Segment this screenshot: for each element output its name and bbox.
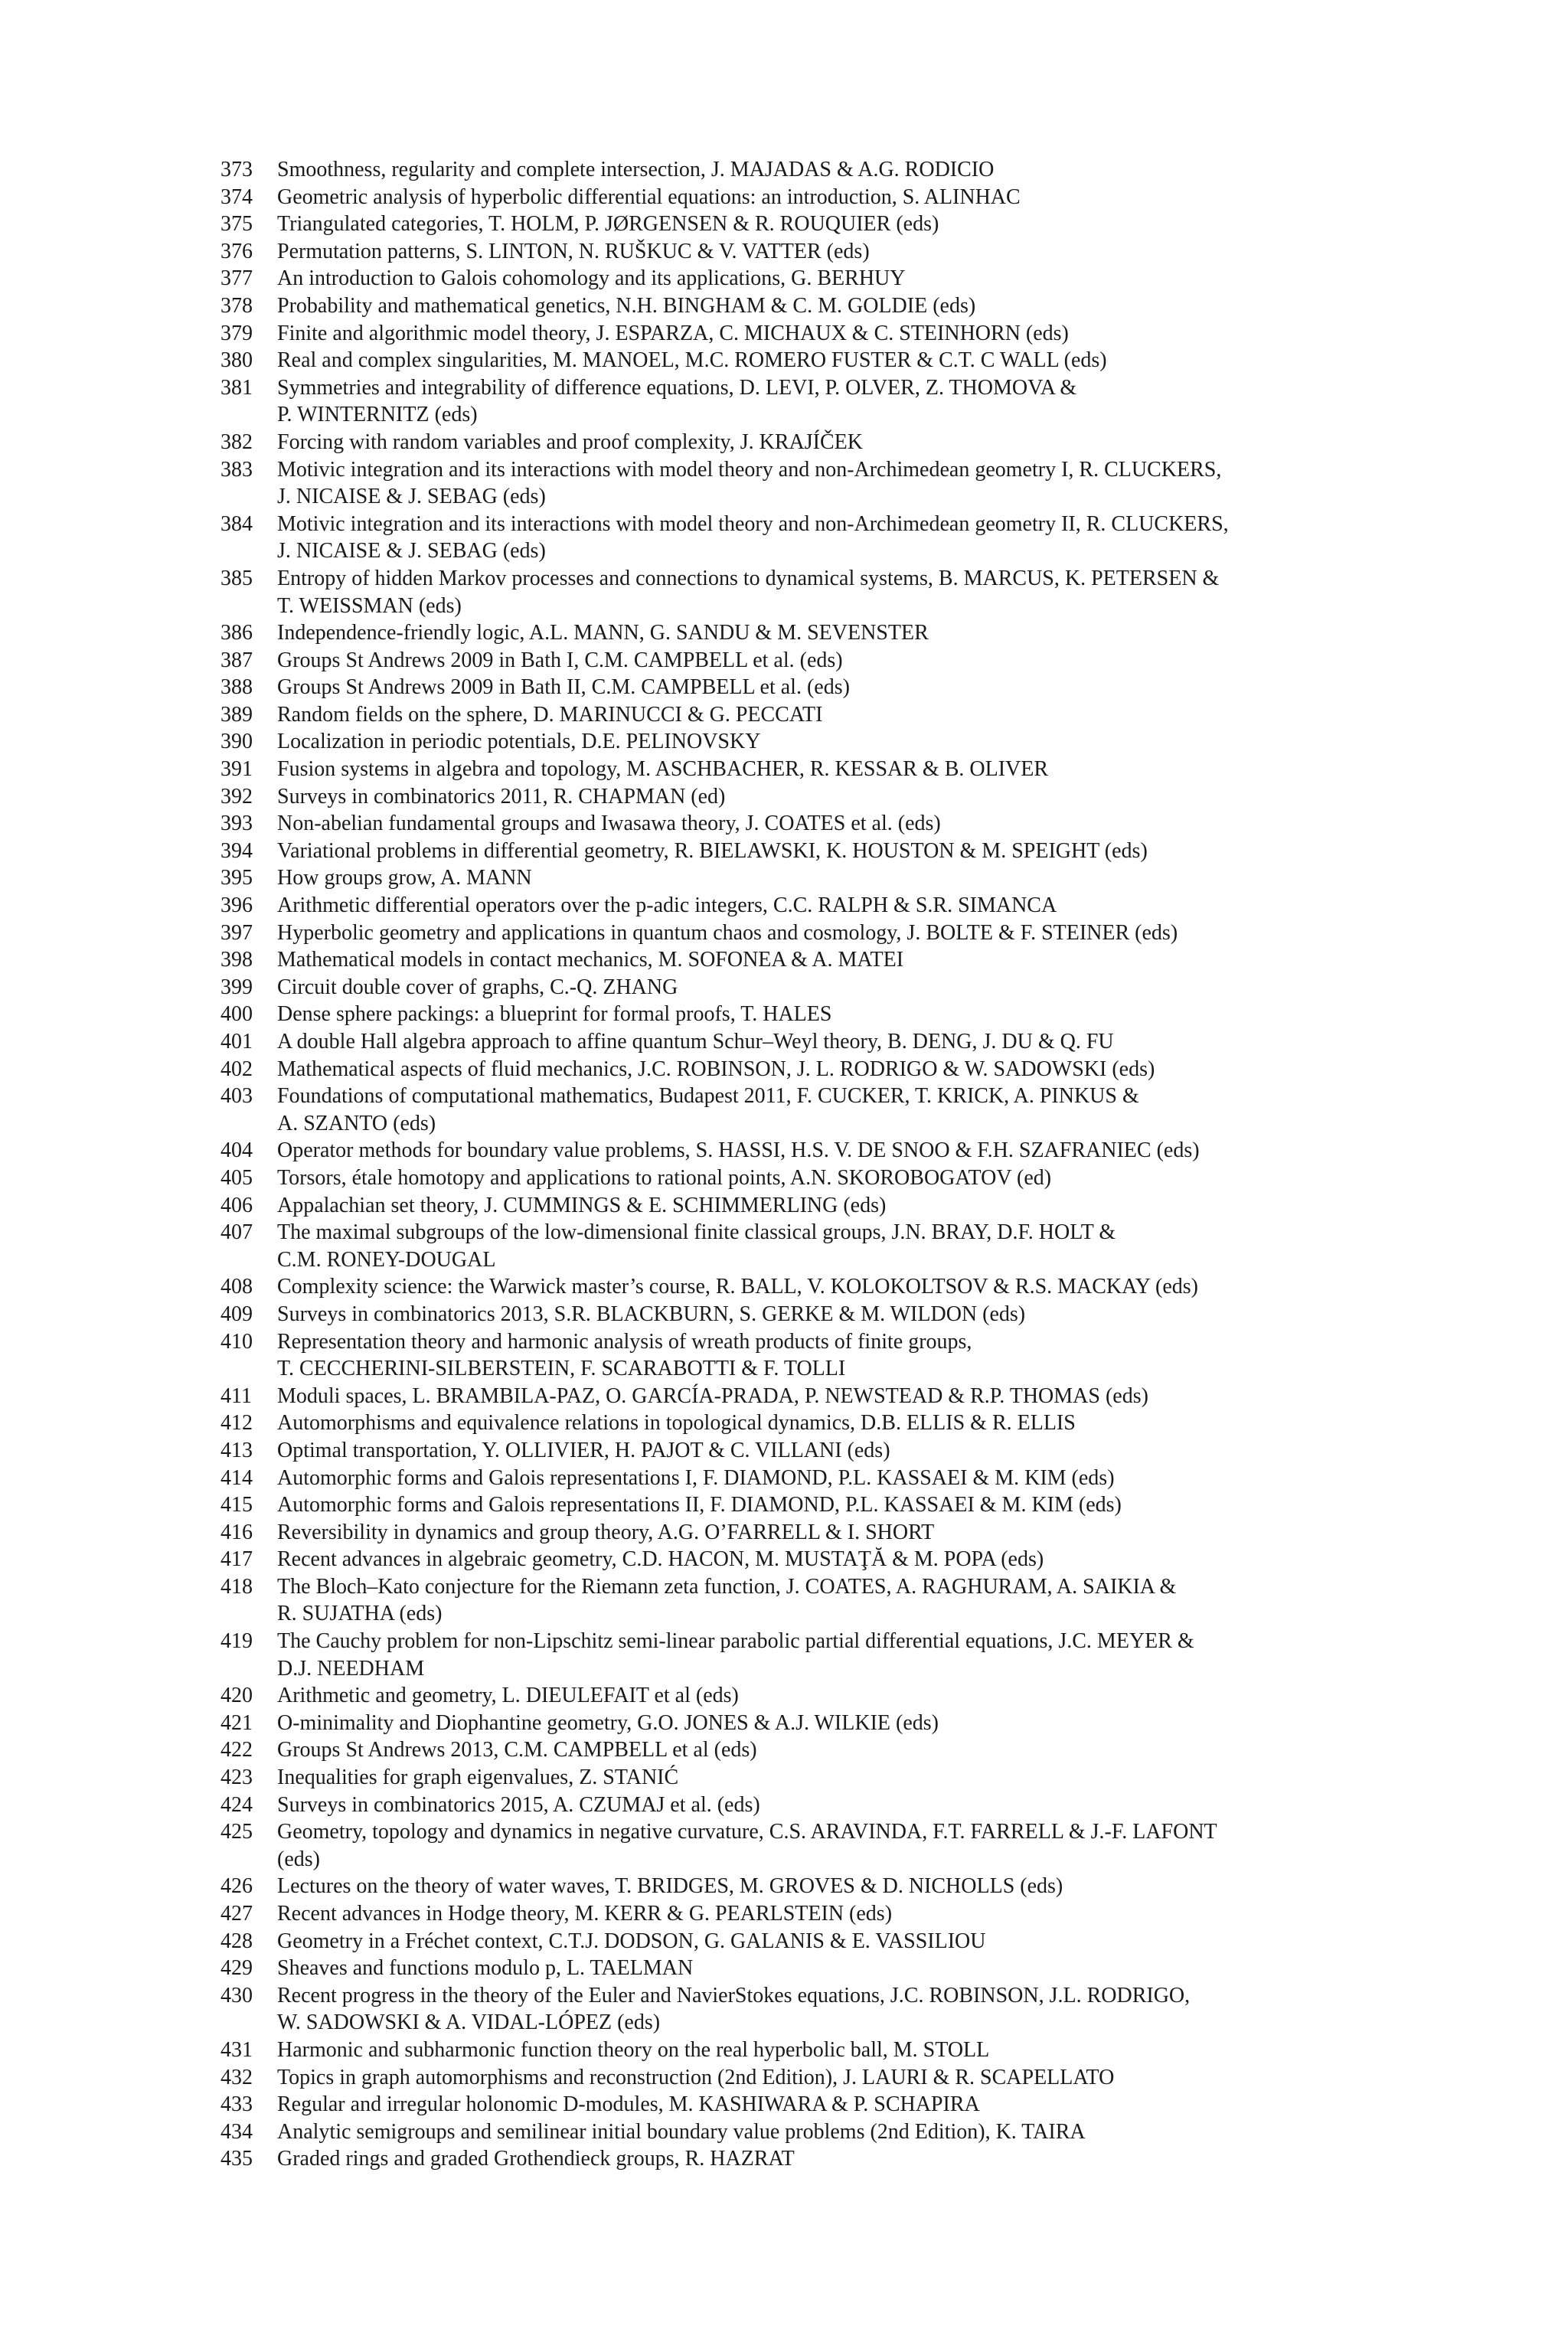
volume-title-and-authors — [277, 1137, 1354, 1165]
volume-title-and-authors — [277, 1764, 1354, 1792]
entry-text-line: R. SUJATHA (eds) — [277, 1602, 443, 1626]
entry-text-line: Geometry, topology and dynamics in negative curvature, C.S. ARAVINDA, F.T. FARRELL & J.-F. LAFONT — [277, 1820, 1217, 1844]
list-item — [220, 1219, 1354, 1273]
volume-title-and-authors — [277, 1219, 1354, 1273]
list-item — [220, 619, 1354, 647]
volume-title-and-authors — [277, 701, 1354, 729]
volume-title-and-authors — [277, 838, 1354, 865]
volume-number: 435 — [220, 2147, 253, 2171]
entry-text-line: Variational problems in differential geometry, R. BIELAWSKI, K. HOUSTON & M. SPEIGHT (eds) — [277, 838, 1148, 863]
volume-number: 401 — [220, 1030, 253, 1054]
volume-title-and-authors — [277, 1736, 1354, 1764]
entry-text-line: Lectures on the theory of water waves, T. BRIDGES, M. GROVES & D. NICHOLLS (eds) — [277, 1874, 1063, 1899]
list-item — [220, 565, 1354, 619]
list-item — [220, 838, 1354, 865]
entry-text-line: Fusion systems in algebra and topology, M. ASCHBACHER, R. KESSAR & B. OLIVER — [277, 757, 1049, 782]
volume-title-and-authors — [277, 892, 1354, 920]
volume-number: 415 — [220, 1493, 253, 1517]
entry-text-line: Probability and mathematical genetics, N.H. BINGHAM & C. M. GOLDIE (eds) — [277, 293, 976, 318]
volume-title-and-authors — [277, 2037, 1354, 2064]
volume-number: 434 — [220, 2119, 253, 2144]
entry-text-line: Mathematical models in contact mechanics, M. SOFONEA & A. MATEI — [277, 948, 904, 972]
volume-number: 403 — [220, 1084, 253, 1109]
list-item — [220, 2118, 1354, 2146]
volume-title-and-authors — [277, 565, 1354, 619]
entry-text-line: Recent advances in algebraic geometry, C.D. HACON, M. MUSTAŢĂ & M. POPA (eds) — [277, 1547, 1044, 1572]
list-item — [220, 1273, 1354, 1301]
entry-text-line: Recent advances in Hodge theory, M. KERR & G. PEARLSTEIN (eds) — [277, 1902, 893, 1926]
entry-text-line: Representation theory and harmonic analysis of wreath products of finite groups, — [277, 1329, 972, 1354]
list-item — [220, 1437, 1354, 1465]
entry-text-line: Surveys in combinatorics 2011, R. CHAPMAN (ed) — [277, 784, 726, 808]
volume-number: 407 — [220, 1220, 253, 1245]
list-item — [220, 1301, 1354, 1328]
list-item — [220, 1491, 1354, 1519]
volume-title-and-authors — [277, 1083, 1354, 1137]
entry-text-line: Topics in graph automorphisms and reconstruction (2nd Edition), J. LAURI & R. SCAPELLATO — [277, 2065, 1115, 2089]
entry-text-line: Operator methods for boundary value problems, S. HASSI, H.S. V. DE SNOO & F.H. SZAFRANIEC (eds) — [277, 1138, 1200, 1163]
volume-title-and-authors — [277, 864, 1354, 892]
volume-number: 396 — [220, 893, 253, 918]
entry-text-line: Dense sphere packings: a blueprint for formal proofs, T. HALES — [277, 1002, 832, 1027]
volume-number: 428 — [220, 1929, 253, 1953]
volume-title-and-authors — [277, 1383, 1354, 1410]
list-item — [220, 1573, 1354, 1628]
list-item — [220, 2037, 1354, 2064]
entry-text-line: Permutation patterns, S. LINTON, N. RUŠKUC & V. VATTER (eds) — [277, 239, 870, 263]
volume-number: 423 — [220, 1766, 253, 1790]
volume-number: 377 — [220, 266, 253, 291]
entry-text-line: A. SZANTO (eds) — [277, 1111, 436, 1135]
volume-title-and-authors — [277, 265, 1354, 292]
list-item — [220, 1465, 1354, 1492]
entry-text-line: The Bloch–Kato conjecture for the Riemann zeta function, J. COATES, A. RAGHURAM, A. SAIKIA & — [277, 1574, 1177, 1599]
list-item — [220, 1736, 1354, 1764]
volume-number: 387 — [220, 648, 253, 672]
entry-text-line: Appalachian set theory, J. CUMMINGS & E. SCHIMMERLING (eds) — [277, 1193, 887, 1217]
list-item — [220, 456, 1354, 511]
volume-title-and-authors — [277, 156, 1354, 184]
entry-text-line: Surveys in combinatorics 2015, A. CZUMAJ et al. (eds) — [277, 1792, 760, 1817]
volume-title-and-authors — [277, 1410, 1354, 1437]
volume-title-and-authors — [277, 1491, 1354, 1519]
entry-text-line: An introduction to Galois cohomology and its applications, G. BERHUY — [277, 266, 906, 291]
entry-text-line: C.M. RONEY-DOUGAL — [277, 1247, 496, 1272]
volume-number: 374 — [220, 185, 253, 209]
list-item — [220, 1982, 1354, 2037]
list-item — [220, 1056, 1354, 1083]
volume-number: 386 — [220, 621, 253, 645]
volume-title-and-authors — [277, 347, 1354, 374]
entry-text-line: Automorphisms and equivalence relations in topological dynamics, D.B. ELLIS & R. ELLIS — [277, 1411, 1076, 1436]
volume-number: 413 — [220, 1438, 253, 1462]
list-item — [220, 1764, 1354, 1792]
entry-text-line: A double Hall algebra approach to affine quantum Schur–Weyl theory, B. DENG, J. DU & Q. FU — [277, 1030, 1114, 1054]
list-item — [220, 756, 1354, 783]
entry-text-line: J. NICAISE & J. SEBAG (eds) — [277, 539, 546, 564]
entry-text-line: Symmetries and integrability of difference equations, D. LEVI, P. OLVER, Z. THOMOVA & — [277, 375, 1077, 400]
volume-number: 392 — [220, 784, 253, 808]
entry-text-line: Motivic integration and its interactions with model theory and non-Archimedean geometry I, R. CLUCKERS, — [277, 457, 1222, 482]
volume-number: 421 — [220, 1710, 253, 1735]
volume-number: 431 — [220, 2037, 253, 2062]
list-item — [220, 920, 1354, 947]
list-item — [220, 429, 1354, 456]
volume-title-and-authors — [277, 974, 1354, 1001]
volume-number: 425 — [220, 1820, 253, 1844]
volume-number: 373 — [220, 158, 253, 181]
entry-text-line: D.J. NEEDHAM — [277, 1656, 425, 1681]
volume-title-and-authors — [277, 1192, 1354, 1220]
volume-number: 412 — [220, 1411, 253, 1436]
entry-text-line: Localization in periodic potentials, D.E. PELINOVSKY — [277, 730, 761, 754]
volume-title-and-authors — [277, 674, 1354, 701]
list-item — [220, 1192, 1354, 1220]
volume-number: 411 — [220, 1383, 252, 1408]
volume-title-and-authors — [277, 920, 1354, 947]
volume-title-and-authors — [277, 728, 1354, 756]
list-item — [220, 1928, 1354, 1955]
volume-number: 432 — [220, 2065, 253, 2089]
volume-number: 378 — [220, 293, 253, 318]
volume-number: 410 — [220, 1329, 253, 1354]
volume-number: 379 — [220, 321, 253, 345]
volume-number: 419 — [220, 1629, 253, 1654]
entry-text-line: Smoothness, regularity and complete intersection, J. MAJADAS & A.G. RODICIO — [277, 158, 995, 181]
volume-title-and-authors — [277, 211, 1354, 238]
entry-text-line: Forcing with random variables and proof complexity, J. KRAJÍČEK — [277, 430, 863, 454]
entry-text-line: Finite and algorithmic model theory, J. ESPARZA, C. MICHAUX & C. STEINHORN (eds) — [277, 321, 1069, 345]
entry-text-line: Groups St Andrews 2009 in Bath I, C.M. CAMPBELL et al. (eds) — [277, 648, 843, 672]
entry-text-line: The Cauchy problem for non-Lipschitz semi-linear parabolic partial differential equations, J.C. MEYER & — [277, 1629, 1194, 1654]
volume-number: 400 — [220, 1002, 253, 1027]
volume-number: 399 — [220, 975, 253, 999]
list-item — [220, 674, 1354, 701]
list-item — [220, 1165, 1354, 1192]
volume-number: 418 — [220, 1574, 253, 1599]
volume-number: 391 — [220, 757, 253, 782]
entry-text-line: Torsors, étale homotopy and applications to rational points, A.N. SKOROBOGATOV (ed) — [277, 1165, 1052, 1190]
entry-text-line: T. CECCHERINI-SILBERSTEIN, F. SCARABOTTI & F. TOLLI — [277, 1357, 846, 1381]
list-item — [220, 347, 1354, 374]
volume-number: 404 — [220, 1138, 253, 1163]
volume-title-and-authors — [277, 1792, 1354, 1819]
volume-number: 422 — [220, 1738, 253, 1762]
list-item — [220, 974, 1354, 1001]
entry-text-line: Analytic semigroups and semilinear initial boundary value problems (2nd Edition), K. TAIRA — [277, 2119, 1086, 2144]
volume-number: 375 — [220, 212, 253, 237]
volume-number: 381 — [220, 375, 253, 400]
entry-text-line: Automorphic forms and Galois representations II, F. DIAMOND, P.L. KASSAEI & M. KIM (eds) — [277, 1493, 1122, 1517]
volume-title-and-authors — [277, 1900, 1354, 1928]
volume-title-and-authors — [277, 320, 1354, 348]
entry-text-line: Automorphic forms and Galois representations I, F. DIAMOND, P.L. KASSAEI & M. KIM (eds) — [277, 1465, 1115, 1490]
entry-text-line: Sheaves and functions modulo p, L. TAELMAN — [277, 1956, 694, 1981]
entry-text-line: Geometry in a Fréchet context, C.T.J. DODSON, G. GALANIS & E. VASSILIOU — [277, 1929, 986, 1953]
list-item — [220, 1137, 1354, 1165]
volume-title-and-authors — [277, 456, 1354, 511]
entry-text-line: P. WINTERNITZ (eds) — [277, 403, 478, 427]
entry-text-line: Real and complex singularities, M. MANOEL, M.C. ROMERO FUSTER & C.T. C WALL (eds) — [277, 348, 1107, 373]
volume-title-and-authors — [277, 2118, 1354, 2146]
entry-text-line: T. WEISSMAN (eds) — [277, 593, 462, 618]
volume-title-and-authors — [277, 511, 1354, 565]
entry-text-line: (eds) — [277, 1847, 320, 1871]
volume-title-and-authors — [277, 184, 1354, 211]
volume-number: 385 — [220, 566, 253, 590]
volume-title-and-authors — [277, 810, 1354, 838]
entry-text-line: Harmonic and subharmonic function theory on the real hyperbolic ball, M. STOLL — [277, 2037, 990, 2062]
entry-text-line: Triangulated categories, T. HOLM, P. JØRGENSEN & R. ROUQUIER (eds) — [277, 212, 939, 237]
list-item — [220, 1383, 1354, 1410]
volume-number: 427 — [220, 1902, 253, 1926]
entry-text-line: Mathematical aspects of fluid mechanics, J.C. ROBINSON, J. L. RODRIGO & W. SADOWSKI (eds) — [277, 1057, 1155, 1081]
volume-title-and-authors — [277, 1628, 1354, 1682]
entry-text-line: Circuit double cover of graphs, C.-Q. ZHANG — [277, 975, 678, 999]
entry-text-line: Hyperbolic geometry and applications in quantum chaos and cosmology, J. BOLTE & F. STEINER (eds) — [277, 920, 1178, 945]
volume-title-and-authors — [277, 429, 1354, 456]
entry-text-line: Random fields on the sphere, D. MARINUCCI & G. PECCATI — [277, 702, 823, 727]
volume-number: 376 — [220, 239, 253, 263]
list-item — [220, 1519, 1354, 1547]
entry-text-line: Recent progress in the theory of the Euler and NavierStokes equations, J.C. ROBINSON, J.L. RODRIGO, — [277, 1983, 1191, 2007]
list-item — [220, 701, 1354, 729]
entry-text-line: Groups St Andrews 2013, C.M. CAMPBELL et al (eds) — [277, 1738, 757, 1762]
entry-text-line: Graded rings and graded Grothendieck groups, R. HAZRAT — [277, 2147, 795, 2171]
list-item — [220, 647, 1354, 675]
list-item — [220, 1546, 1354, 1573]
list-item — [220, 2064, 1354, 2092]
entry-text-line: Arithmetic differential operators over the p-adic integers, C.C. RALPH & S.R. SIMANCA — [277, 893, 1057, 918]
volume-number: 406 — [220, 1193, 253, 1217]
volume-number: 380 — [220, 348, 253, 373]
entry-text-line: Motivic integration and its interactions with model theory and non-Archimedean geometry II, R. CLUCKERS, — [277, 511, 1229, 536]
volume-number: 390 — [220, 730, 253, 754]
entry-text-line: Foundations of computational mathematics, Budapest 2011, F. CUCKER, T. KRICK, A. PINKUS & — [277, 1084, 1139, 1109]
volume-number: 433 — [220, 2092, 253, 2117]
list-item — [220, 892, 1354, 920]
volume-title-and-authors — [277, 2091, 1354, 2118]
volume-title-and-authors — [277, 1873, 1354, 1900]
entry-text-line: Groups St Andrews 2009 in Bath II, C.M. CAMPBELL et al. (eds) — [277, 675, 850, 700]
volume-title-and-authors — [277, 2145, 1354, 2173]
volume-number: 393 — [220, 812, 253, 836]
volume-title-and-authors — [277, 1546, 1354, 1573]
entry-text-line: Surveys in combinatorics 2013, S.R. BLACKBURN, S. GERKE & M. WILDON (eds) — [277, 1302, 1026, 1326]
entry-text-line: How groups grow, A. MANN — [277, 866, 532, 890]
volume-title-and-authors — [277, 1437, 1354, 1465]
volume-number: 409 — [220, 1302, 253, 1326]
entry-text-line: W. SADOWSKI & A. VIDAL-LÓPEZ (eds) — [277, 2011, 661, 2035]
entry-text-line: Reversibility in dynamics and group theory, A.G. O’FARRELL & I. SHORT — [277, 1520, 935, 1544]
volume-title-and-authors — [277, 1001, 1354, 1028]
volume-number: 417 — [220, 1547, 253, 1572]
entry-text-line: Inequalities for graph eigenvalues, Z. STANIĆ — [277, 1766, 679, 1790]
volume-title-and-authors — [277, 238, 1354, 266]
list-item — [220, 1001, 1354, 1028]
volume-number: 402 — [220, 1057, 253, 1081]
volume-title-and-authors — [277, 647, 1354, 675]
entry-text-line: Geometric analysis of hyperbolic differential equations: an introduction, S. ALINHAC — [277, 185, 1021, 209]
volume-number: 389 — [220, 702, 253, 727]
list-item — [220, 320, 1354, 348]
volume-title-and-authors — [277, 1056, 1354, 1083]
volume-title-and-authors — [277, 1465, 1354, 1492]
list-item — [220, 1682, 1354, 1710]
volume-number: 384 — [220, 511, 253, 536]
list-item — [220, 238, 1354, 266]
volume-number: 424 — [220, 1792, 253, 1817]
list-item — [220, 1410, 1354, 1437]
list-item — [220, 374, 1354, 429]
volume-title-and-authors — [277, 783, 1354, 811]
volume-title-and-authors — [277, 619, 1354, 647]
list-item — [220, 211, 1354, 238]
entry-text-line: J. NICAISE & J. SEBAG (eds) — [277, 485, 546, 509]
list-item — [220, 1083, 1354, 1137]
list-item — [220, 1955, 1354, 1982]
volume-title-and-authors — [277, 1573, 1354, 1628]
volume-number: 430 — [220, 1983, 253, 2007]
list-item — [220, 1900, 1354, 1928]
volume-title-and-authors — [277, 1165, 1354, 1192]
list-item — [220, 728, 1354, 756]
volume-title-and-authors — [277, 374, 1354, 429]
volume-title-and-authors — [277, 1710, 1354, 1737]
list-item — [220, 156, 1354, 184]
entry-text-line: Regular and irregular holonomic D-modules, M. KASHIWARA & P. SCHAPIRA — [277, 2092, 980, 2117]
volume-number: 397 — [220, 920, 253, 945]
volume-title-and-authors — [277, 1928, 1354, 1955]
volume-title-and-authors — [277, 1028, 1354, 1056]
entry-text-line: Moduli spaces, L. BRAMBILA-PAZ, O. GARCÍA-PRADA, P. NEWSTEAD & R.P. THOMAS (eds) — [277, 1383, 1148, 1408]
volume-number: 383 — [220, 457, 253, 482]
volume-number: 408 — [220, 1275, 253, 1299]
list-item — [220, 265, 1354, 292]
series-list — [220, 156, 1354, 2173]
list-item — [220, 864, 1354, 892]
volume-number: 414 — [220, 1465, 253, 1490]
list-item — [220, 946, 1354, 974]
volume-title-and-authors — [277, 1301, 1354, 1328]
list-item — [220, 810, 1354, 838]
volume-number: 416 — [220, 1520, 253, 1544]
volume-title-and-authors — [277, 1682, 1354, 1710]
list-item — [220, 2145, 1354, 2173]
list-item — [220, 1792, 1354, 1819]
list-item — [220, 2091, 1354, 2118]
list-item — [220, 1328, 1354, 1383]
list-item — [220, 511, 1354, 565]
list-item — [220, 783, 1354, 811]
entry-text-line: The maximal subgroups of the low-dimensional finite classical groups, J.N. BRAY, D.F. HOLT & — [277, 1220, 1116, 1245]
list-item — [220, 1710, 1354, 1737]
volume-title-and-authors — [277, 1273, 1354, 1301]
entry-text-line: Arithmetic and geometry, L. DIEULEFAIT et al (eds) — [277, 1684, 739, 1708]
volume-number: 394 — [220, 838, 253, 863]
volume-number: 426 — [220, 1874, 253, 1899]
volume-title-and-authors — [277, 1328, 1354, 1383]
volume-number: 388 — [220, 675, 253, 700]
entry-text-line: Non-abelian fundamental groups and Iwasawa theory, J. COATES et al. (eds) — [277, 812, 941, 836]
entry-text-line: Entropy of hidden Markov processes and connections to dynamical systems, B. MARCUS, K. PETERSEN & — [277, 566, 1220, 590]
entry-text-line: Optimal transportation, Y. OLLIVIER, H. PAJOT & C. VILLANI (eds) — [277, 1438, 890, 1462]
volume-number: 429 — [220, 1956, 253, 1981]
volume-title-and-authors — [277, 1519, 1354, 1547]
volume-title-and-authors — [277, 1955, 1354, 1982]
list-item — [220, 1628, 1354, 1682]
list-item — [220, 1028, 1354, 1056]
list-item — [220, 184, 1354, 211]
volume-title-and-authors — [277, 946, 1354, 974]
volume-title-and-authors — [277, 756, 1354, 783]
volume-number: 395 — [220, 866, 253, 890]
list-item — [220, 292, 1354, 320]
volume-title-and-authors — [277, 2064, 1354, 2092]
volume-number: 398 — [220, 948, 253, 972]
entry-text-line: Independence-friendly logic, A.L. MANN, G. SANDU & M. SEVENSTER — [277, 621, 929, 645]
volume-number: 420 — [220, 1684, 253, 1708]
entry-text-line: O-minimality and Diophantine geometry, G.O. JONES & A.J. WILKIE (eds) — [277, 1710, 939, 1735]
volume-title-and-authors — [277, 292, 1354, 320]
list-item — [220, 1818, 1354, 1873]
volume-title-and-authors — [277, 1818, 1354, 1873]
volume-number: 405 — [220, 1165, 253, 1190]
volume-title-and-authors — [277, 1982, 1354, 2037]
volume-number: 382 — [220, 430, 253, 454]
entry-text-line: Complexity science: the Warwick master’s course, R. BALL, V. KOLOKOLTSOV & R.S. MACKAY (eds) — [277, 1275, 1198, 1299]
list-item — [220, 1873, 1354, 1900]
